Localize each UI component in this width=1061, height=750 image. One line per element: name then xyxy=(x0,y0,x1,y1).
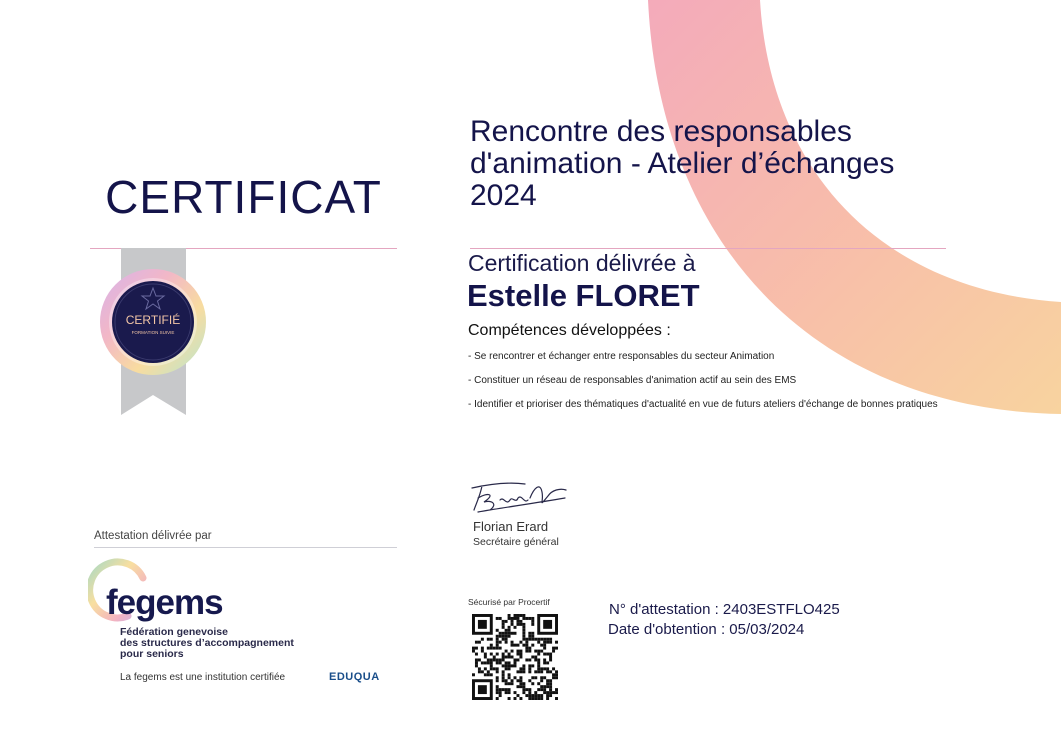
signature-image xyxy=(470,478,570,518)
signatory-name: Florian Erard xyxy=(473,519,549,534)
secured-by-label: Sécurisé par Procertif xyxy=(468,597,550,607)
right-divider xyxy=(470,248,946,249)
qr-code-icon[interactable] xyxy=(472,614,558,700)
badge-subtext: FORMATION SUIVIE xyxy=(131,330,175,335)
attestation-number: N° d'attestation : 2403ESTFLO425 xyxy=(609,601,840,618)
eduqua-logo-text: EDUQUA xyxy=(329,671,380,683)
delivered-to-label: Certification délivrée à xyxy=(468,250,696,276)
skills-label: Compétences développées : xyxy=(468,322,671,339)
skill-item: - Identifier et prioriser des thématiques d'actualité en vue de futurs ateliers d'échange de bonnes pratiques xyxy=(468,399,938,410)
fegems-logo-text: fegems xyxy=(106,583,223,622)
issuer-name-line: pour seniors xyxy=(120,648,184,660)
date-obtained: Date d'obtention : 05/03/2024 xyxy=(608,621,805,638)
issuer-name-line: Fédération genevoise xyxy=(120,626,228,638)
event-title-line: Rencontre des responsables xyxy=(470,115,852,148)
event-title-line: d'animation - Atelier d’échanges xyxy=(470,147,895,180)
event-title-line: 2024 xyxy=(470,179,537,212)
issuer-divider xyxy=(94,547,397,548)
eduqua-logo xyxy=(329,671,380,683)
issuer-name-line: des structures d’accompagnement xyxy=(120,637,294,649)
recipient-name: Estelle FLORET xyxy=(467,278,700,313)
signatory-role: Secrétaire général xyxy=(473,536,559,548)
badge-text: CERTIFIÉ xyxy=(125,313,181,327)
certificate-heading: CERTIFICAT xyxy=(105,171,382,223)
delivered-by-label: Attestation délivrée par xyxy=(94,530,212,542)
institution-certified-line: La fegems est une institution certifiée xyxy=(120,672,286,683)
certified-badge-icon xyxy=(96,248,212,418)
skill-item: - Se rencontrer et échanger entre responsables du secteur Animation xyxy=(468,351,775,362)
event-title xyxy=(470,116,970,212)
skill-item: - Constituer un réseau de responsables d'animation actif au sein des EMS xyxy=(468,375,797,386)
